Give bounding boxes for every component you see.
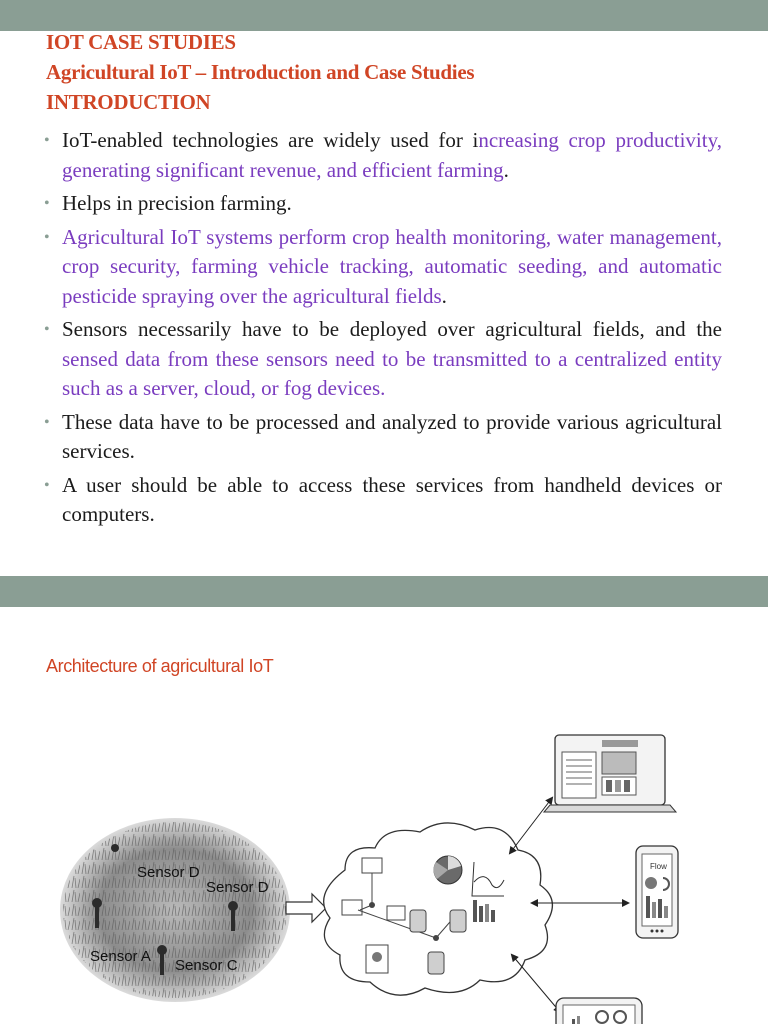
sensor-label: Sensor A [90,948,151,965]
bullet-marker: • [44,476,50,494]
field-sensor-area [60,818,290,1002]
sensor-label: Sensor C [175,957,238,974]
data-flow-arrow [286,894,326,922]
bullet-marker: • [44,413,50,431]
slide-subheading: Agricultural IoT – Introduction and Case Studies [46,60,475,84]
bullet-item [44,408,722,467]
bullet-item [44,126,722,185]
architecture-diagram [0,720,768,1024]
bullet-marker: • [44,321,50,338]
highlighted-text: Agricultural IoT systems perform crop health monitoring, water management, crop security, farming vehicle tracking, automatic seeding, and automatic pesticide spraying over the agricultural fields [62,224,722,308]
smartphone-icon [636,846,678,938]
bullet-text: A user should be able to access these services from handheld devices or computers. [62,472,722,526]
link-cloud-tablet [512,955,560,1012]
bullet-marker: • [44,228,50,246]
bullet-text: . [441,283,447,308]
bullet-marker: • [44,132,50,149]
bullet-text: Helps in precision farming. [62,191,292,215]
sensor-label: Sensor D [206,879,269,896]
highlighted-text: sensed data from these sensors need to be transmitted to a centralized entity such as a server, cloud, or fog devices. [62,346,722,400]
section-heading-introduction: INTRODUCTION [46,90,211,114]
tablet-icon [556,998,642,1024]
bullet-text: . [503,157,509,182]
laptop-icon [544,735,676,812]
bullet-text: These data have to be processed and analyzed to provide various agricultural services. [62,409,722,463]
link-cloud-laptop [510,798,552,853]
bullet-item [44,471,722,530]
phone-screen-label: Flow [650,862,667,871]
sensor-label: Sensor D [137,864,200,881]
bullet-item [44,315,722,404]
bullet-list [44,126,722,534]
bullet-item [44,189,722,219]
bullet-text: Sensors necessarily have to be deployed over agricultural fields, and the [62,317,722,341]
bullet-text: IoT-enabled technologies are widely used for i [62,128,479,152]
architecture-title: Architecture of agricultural IoT [46,656,274,676]
document-icon [366,945,388,973]
top-header-band [0,0,768,31]
highlighted-text: ncreasing crop productivity, generating significant revenue, and efficient farming [62,128,722,182]
bullet-marker: • [44,195,50,212]
slide-divider-band [0,576,768,607]
cloud-server-icon [324,823,553,995]
pie-chart-icon [434,856,462,884]
slide-heading-case-studies: IOT CASE STUDIES [46,30,236,54]
bullet-item [44,223,722,312]
